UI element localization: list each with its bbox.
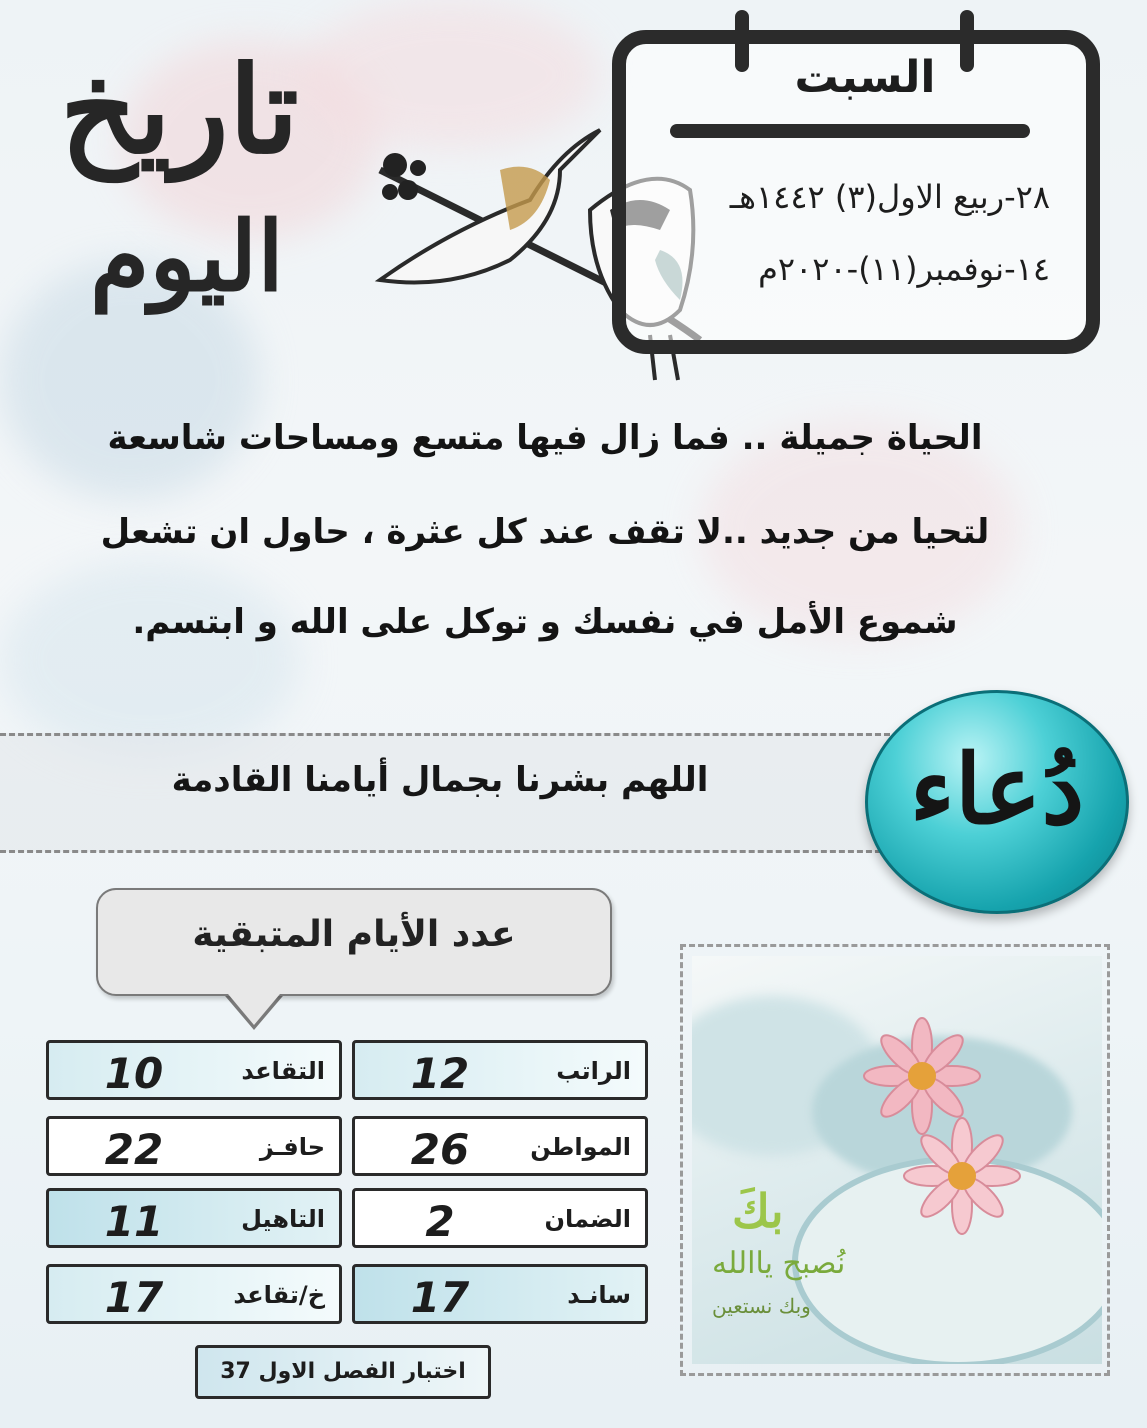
calendar-divider bbox=[670, 124, 1030, 138]
quote-line1: الحياة جميلة .. فما زال فيها متسع ومساحات شاسعة bbox=[107, 418, 983, 458]
counter-hafiz bbox=[46, 1116, 342, 1176]
title-line2: اليوم bbox=[90, 200, 284, 313]
dashed-divider bbox=[0, 733, 890, 736]
counter-value: 26 bbox=[410, 1125, 470, 1174]
counter-label: حافـز bbox=[259, 1133, 325, 1161]
dashed-divider bbox=[0, 850, 890, 853]
counter-value: 17 bbox=[410, 1273, 470, 1322]
dua-badge-label: دُعاء bbox=[909, 733, 1085, 846]
counter-rehabilitation bbox=[46, 1188, 342, 1248]
photo-caption-3: وبك نستعين bbox=[712, 1294, 811, 1318]
sky-decoration bbox=[0, 560, 300, 760]
quote-line3: شموع الأمل في نفسك و توكل على الله و ابتسم. bbox=[132, 602, 958, 642]
gregorian-date: ١٤-نوفمبر(١١)-٢٠٢٠م bbox=[758, 250, 1050, 288]
flowers-icon bbox=[862, 1016, 1102, 1256]
counter-citizen bbox=[352, 1116, 648, 1176]
counter-label: الضمان bbox=[544, 1205, 631, 1233]
counter-private-retirement bbox=[46, 1264, 342, 1324]
counter-salary bbox=[352, 1040, 648, 1100]
counter-value: 10 bbox=[104, 1049, 164, 1098]
counter-value: 12 bbox=[410, 1049, 470, 1098]
counter-label: خ/تقاعد bbox=[233, 1281, 325, 1309]
counter-label: التقاعد bbox=[241, 1057, 325, 1085]
teacup-flowers-photo bbox=[692, 956, 1102, 1364]
photo-caption-2: نُصبح ياالله bbox=[712, 1246, 846, 1281]
counter-value: 17 bbox=[104, 1273, 164, 1322]
counter-label: الراتب bbox=[556, 1057, 631, 1085]
counter-retirement bbox=[46, 1040, 342, 1100]
counter-value: 2 bbox=[425, 1197, 455, 1246]
exam-countdown: اختبار الفصل الاول 37 bbox=[195, 1345, 491, 1399]
counter-label: سانـد bbox=[567, 1281, 631, 1309]
dua-text: اللهم بشرنا بجمال أيامنا القادمة bbox=[171, 760, 709, 800]
photo-caption-1: بكَ bbox=[732, 1184, 784, 1238]
counter-value: 22 bbox=[104, 1125, 164, 1174]
day-name: السبت bbox=[794, 52, 936, 103]
title-line1: تاريخ bbox=[60, 40, 299, 181]
dua-badge bbox=[865, 690, 1129, 914]
hijri-date: ٢٨-ربيع الاول(٣) ١٤٤٢هـ bbox=[729, 178, 1050, 216]
callout-tail-fill bbox=[223, 988, 285, 1025]
counter-sanad bbox=[352, 1264, 648, 1324]
counter-label: التاهيل bbox=[241, 1205, 325, 1233]
counter-value: 11 bbox=[104, 1197, 164, 1246]
counter-label: المواطن bbox=[530, 1133, 631, 1161]
quote-line2: لتحيا من جديد ..لا تقف عند كل عثرة ، حاول ان تشعل bbox=[100, 512, 990, 552]
remaining-days-callout bbox=[96, 888, 612, 996]
counter-social-security bbox=[352, 1188, 648, 1248]
remaining-days-heading: عدد الأيام المتبقية bbox=[192, 914, 516, 955]
